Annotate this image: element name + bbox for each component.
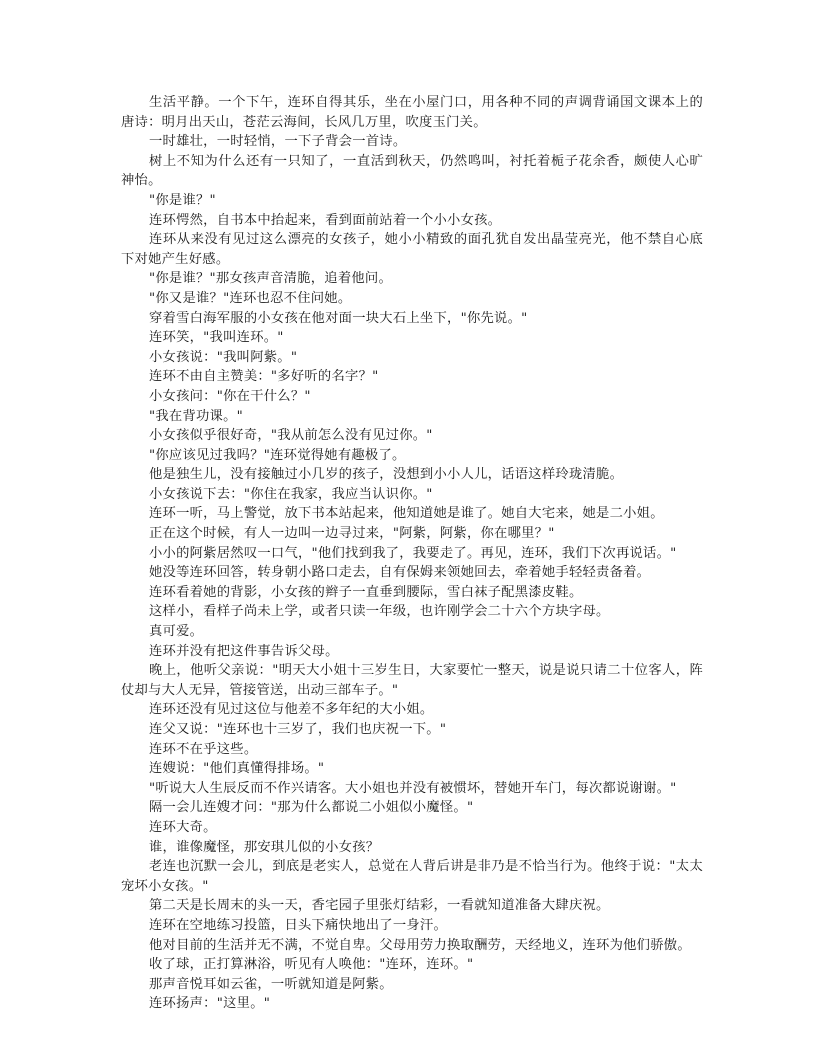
paragraph: 穿着雪白海军服的小女孩在他对面一块大石上坐下，"你先说。" (149, 310, 528, 326)
paragraph: "你又是谁？"连环也忍不住问她。 (149, 290, 352, 306)
paragraph: 连环并没有把这件事告诉父母。 (149, 643, 339, 659)
paragraph: "听说大人生辰反而不作兴请客。大小姐也并没有被惯坏，替她开车门，每次都说谢谢。" (149, 780, 677, 796)
paragraph: 小女孩似乎很好奇，"我从前怎么没有见过你。" (149, 428, 433, 444)
paragraph: 连环看着她的背影，小女孩的辫子一直垂到腰际，雪白袜子配黑漆皮鞋。 (149, 584, 583, 600)
paragraph: 他是独生儿，没有接触过小几岁的孩子，没想到小小人儿，话语这样玲珑清脆。 (149, 467, 624, 483)
paragraph: "你是谁？" (149, 192, 216, 208)
paragraph: 连环笑，"我叫连环。" (149, 330, 284, 346)
paragraph: 连父又说："连环也十三岁了，我们也庆祝一下。" (149, 722, 447, 737)
paragraph: 第二天是长周末的头一天，香宅园子里张灯结彩，一看就知道准备大肆庆祝。 (149, 898, 610, 914)
paragraph: 连环从来没有见过这么漂亮的女孩子，她小小精致的面孔犹自发出晶莹亮光，他不禁自心底下对她产生好感。 (121, 232, 703, 267)
paragraph: 一时雄壮，一时轻悄，一下子背会一首诗。 (149, 134, 407, 150)
paragraph: 连环在空地练习投篮，日头下痛快地出了一身汗。 (149, 917, 448, 933)
paragraph: 真可爱。 (149, 624, 204, 640)
paragraph: 树上不知为什么还有一只知了，一直活到秋天，仍然鸣叫，衬托着栀子花余香，颇使人心旷神怡。 (121, 153, 703, 189)
paragraph: 正在这个时候，有人一边叫一边寻过来，"阿紫，阿紫，你在哪里？" (149, 526, 555, 542)
paragraph: 连环大奇。 (149, 819, 217, 835)
paragraph: 小小的阿紫居然叹一口气，"他们找到我了，我要走了。再见，连环，我们下次再说话。" (149, 545, 677, 561)
paragraph: 晚上，他听父亲说："明天大小姐十三岁生日，大家要忙一整天，说是说只请二十位客人，阵仗却与大人无异，管接管送，出动三部车子。" (121, 663, 703, 698)
paragraph: "我在背功课。" (149, 408, 244, 424)
paragraph: 收了球，正打算淋浴，听见有人唤他："连环，连环。" (149, 957, 474, 973)
paragraph: 她没等连环回答，转身朝小路口走去，自有保姆来领她回去，牵着她手轻轻责备着。 (149, 565, 651, 581)
paragraph: 他对目前的生活并无不满，不觉自卑。父母用劳力换取酬劳，天经地义，连环为他们骄傲。 (149, 937, 691, 953)
paragraph: 连环愕然，自书本中抬起来，看到面前站着一个小小女孩。 (149, 212, 502, 228)
paragraph: 小女孩问："你在干什么？" (149, 388, 311, 404)
paragraph: 连环不在乎这些。 (149, 741, 258, 757)
paragraph: 连嫂说："他们真懂得排场。" (149, 761, 325, 777)
paragraph: 连环一听，马上警觉，放下书本站起来，他知道她是谁了。她自大宅来，她是二小姐。 (149, 506, 664, 522)
document-body (121, 93, 703, 1014)
paragraph: 连环扬声："这里。" (149, 996, 271, 1012)
paragraph: 老连也沉默一会儿，到底是老实人，总觉在人背后讲是非乃是不恰当行为。他终于说："太太宠坏小女孩。" (121, 859, 703, 894)
paragraph: 隔一会儿连嫂才问："那为什么都说二小姐似小魔怪。" (149, 800, 474, 816)
paragraph: 谁，谁像魔怪，那安琪儿似的小女孩？ (149, 839, 380, 855)
paragraph: 连环不由自主赞美："多好听的名字？" (149, 369, 379, 385)
paragraph: 那声音悦耳如云雀，一听就知道是阿紫。 (149, 976, 393, 992)
paragraph: 生活平静。一个下午，连环自得其乐，坐在小屋门口，用各种不同的声调背诵国文课本上的唐诗：明月出天山，苍茫云海间，长风几万里，吹度玉门关。 (121, 95, 703, 130)
paragraph: 连环还没有见过这位与他差不多年纪的大小姐。 (149, 702, 434, 718)
paragraph: "你应该见过我吗？"连环觉得她有趣极了。 (149, 447, 406, 463)
paragraph: 小女孩说下去："你住在我家，我应当认识你。" (149, 486, 433, 502)
paragraph: 小女孩说："我叫阿紫。" (149, 349, 298, 365)
paragraph: 这样小，看样子尚未上学，或者只读一年级，也许刚学会二十六个方块字母。 (149, 604, 610, 620)
paragraph: "你是谁？"那女孩声音清脆，追着他问。 (149, 271, 393, 287)
